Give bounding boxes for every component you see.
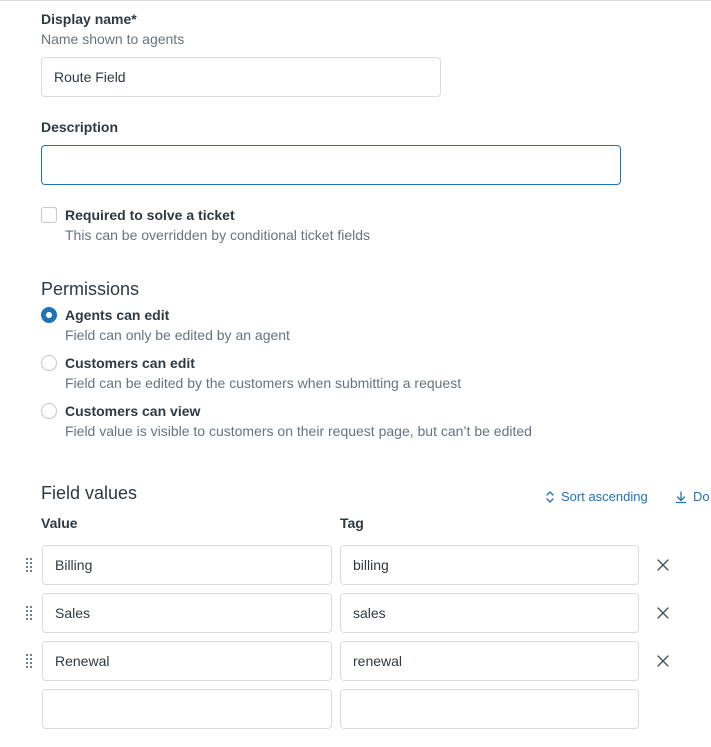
download-icon	[675, 490, 687, 504]
field-tag-input[interactable]	[340, 593, 639, 633]
sort-icon	[545, 490, 555, 504]
field-tag-text: sales	[353, 605, 386, 621]
display-name-label: Display name*	[41, 11, 137, 27]
remove-row-icon[interactable]	[655, 557, 671, 573]
drag-handle-icon[interactable]	[25, 605, 35, 621]
field-value-text: Sales	[55, 605, 91, 621]
description-label: Description	[41, 119, 119, 135]
value-column-header: Value	[41, 515, 78, 531]
download-label: Do	[693, 489, 710, 504]
sort-ascending-label: Sort ascending	[561, 489, 648, 504]
drag-handle-icon[interactable]	[25, 653, 35, 669]
field-tag-input[interactable]	[340, 641, 639, 681]
permission-option-label[interactable]: Customers can view	[65, 403, 201, 419]
permissions-title: Permissions	[41, 279, 140, 299]
permission-option-hint: Field value is visible to customers on their request page, but can’t be edited	[65, 423, 532, 439]
field-tag-text: billing	[353, 557, 389, 573]
sort-ascending-button[interactable]	[545, 489, 648, 504]
description-input[interactable]	[41, 145, 621, 185]
permission-option-hint: Field can only be edited by an agent	[65, 327, 290, 343]
tag-column-header: Tag	[340, 515, 364, 531]
radio-agents-can-edit[interactable]	[41, 307, 57, 323]
required-hint: This can be overridden by conditional ticket fields	[65, 227, 371, 243]
remove-row-icon[interactable]	[655, 605, 671, 621]
permission-option-label[interactable]: Agents can edit	[65, 307, 170, 323]
field-tag-input[interactable]	[340, 545, 639, 585]
new-field-tag-input[interactable]	[340, 689, 639, 729]
download-button[interactable]	[675, 489, 710, 504]
permission-option-label[interactable]: Customers can edit	[65, 355, 195, 371]
field-value-text: Billing	[55, 557, 93, 573]
drag-handle-icon[interactable]	[25, 557, 35, 573]
display-name-hint: Name shown to agents	[41, 31, 185, 47]
field-tag-text: renewal	[353, 653, 403, 669]
field-value-input[interactable]	[42, 545, 332, 585]
field-value-text: Renewal	[55, 653, 110, 669]
permission-option-hint: Field can be edited by the customers when submitting a request	[65, 375, 462, 391]
required-label[interactable]: Required to solve a ticket	[65, 207, 235, 223]
field-values-title: Field values	[41, 483, 138, 503]
required-checkbox[interactable]	[41, 207, 57, 223]
remove-row-icon[interactable]	[655, 653, 671, 669]
radio-customers-can-view[interactable]	[41, 403, 57, 419]
display-name-input[interactable]	[41, 57, 441, 97]
radio-customers-can-edit[interactable]	[41, 355, 57, 371]
field-value-input[interactable]	[42, 641, 332, 681]
field-value-input[interactable]	[42, 593, 332, 633]
new-field-value-input[interactable]	[42, 689, 332, 729]
top-divider	[0, 0, 711, 2]
display-name-value: Route Field	[54, 69, 126, 85]
